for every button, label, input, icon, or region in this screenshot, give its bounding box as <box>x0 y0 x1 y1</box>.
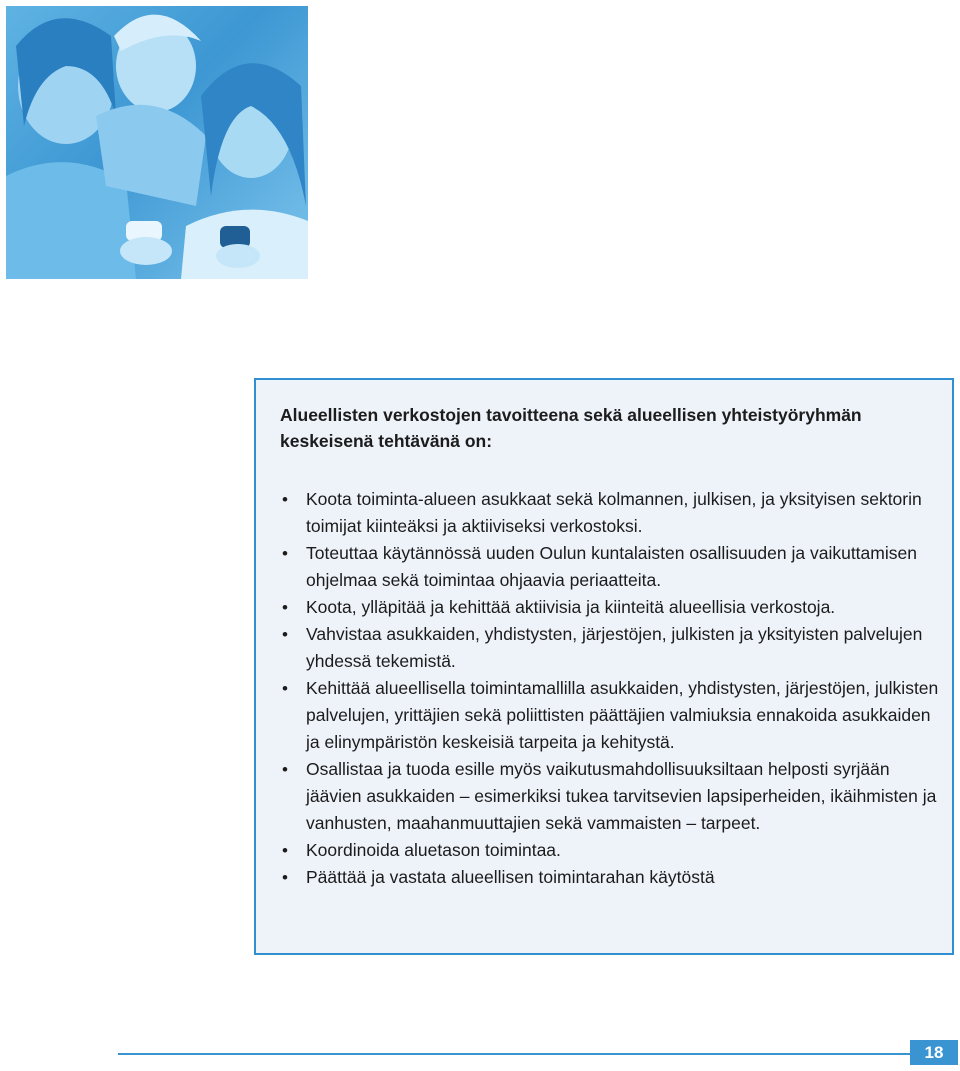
list-item <box>280 837 940 864</box>
bullet-icon: • <box>282 598 288 617</box>
family-photo <box>6 6 308 279</box>
list-item-text: Päättää ja vastata alueellisen toimintarahan käytöstä <box>306 867 715 887</box>
page-number: 18 <box>910 1040 958 1065</box>
list-item <box>280 594 940 621</box>
list-item-text: Koordinoida aluetason toimintaa. <box>306 840 561 860</box>
list-item-text: Vahvistaa asukkaiden, yhdistysten, järjestöjen, julkisten ja yksityisten palvelujen yhdessä tekemistä. <box>306 624 923 671</box>
bullet-icon: • <box>282 490 288 509</box>
bullet-icon: • <box>282 760 288 779</box>
list-item-text: Koota, ylläpitää ja kehittää aktiivisia ja kiinteitä alueellisia verkostoja. <box>306 597 836 617</box>
bullet-icon: • <box>282 625 288 644</box>
list-item-text: Toteuttaa käytännössä uuden Oulun kuntalaisten osallisuuden ja vaikuttamisen ohjelmaa sekä toimintaa ohjaavia periaatteita. <box>306 543 917 590</box>
family-photo-illustration <box>6 6 308 279</box>
info-box <box>254 378 954 955</box>
box-heading: Alueellisten verkostojen tavoitteena sekä alueellisen yhteistyöryhmän keskeisenä tehtävänä on: <box>280 405 862 451</box>
footer-rule <box>118 1053 910 1055</box>
list-item-text: Osallistaa ja tuoda esille myös vaikutusmahdollisuuksiltaan helposti syrjään jäävien asukkaiden – esimerkiksi tukea tarvitsevien lapsiperheiden, ikäihmisten ja vanhusten, maahanmuuttajien sekä vammaisten – tarpeet. <box>306 759 937 833</box>
bullet-icon: • <box>282 841 288 860</box>
goal-list <box>280 486 940 891</box>
bullet-icon: • <box>282 679 288 698</box>
list-item <box>280 675 940 756</box>
list-item-text: Koota toiminta-alueen asukkaat sekä kolmannen, julkisen, ja yksityisen sektorin toimijat kiinteäksi ja aktiiviseksi verkostoksi. <box>306 489 922 536</box>
list-item <box>280 540 940 594</box>
bullet-icon: • <box>282 868 288 887</box>
list-item-text: Kehittää alueellisella toimintamallilla asukkaiden, yhdistysten, järjestöjen, julkisten palvelujen, yrittäjien sekä poliittisten päättäjien valmiuksia ennakoida asukkaiden ja elinympäristön keskeisiä tarpeita ja kehitystä. <box>306 678 939 752</box>
list-item <box>280 756 940 837</box>
bullet-icon: • <box>282 544 288 563</box>
list-item <box>280 486 940 540</box>
list-item <box>280 864 940 891</box>
list-item <box>280 621 940 675</box>
